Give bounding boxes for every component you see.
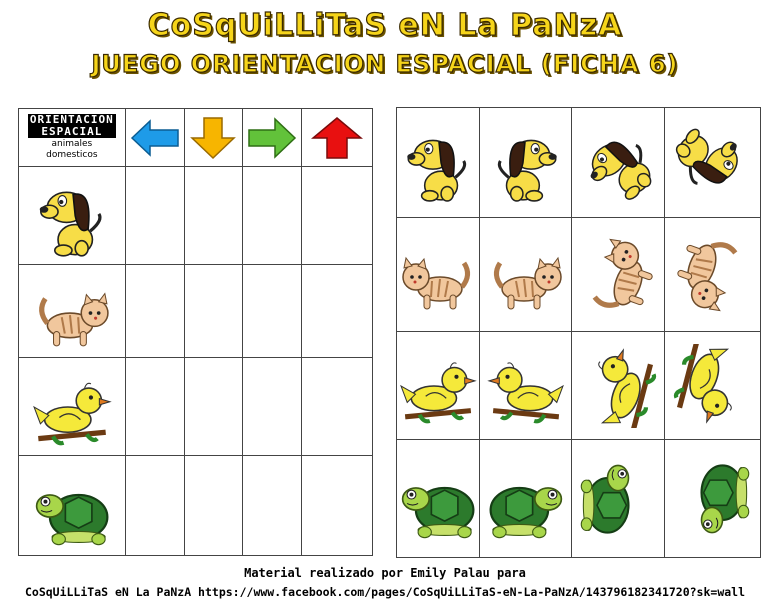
credit-line: Material realizado por Emily Palau para bbox=[244, 566, 526, 580]
example-cell bbox=[572, 108, 664, 218]
arrow-right-icon bbox=[247, 117, 297, 159]
example-row-turtle bbox=[397, 440, 761, 558]
arrow-up-cell bbox=[302, 109, 373, 167]
cat-icon bbox=[487, 237, 565, 313]
table-row-bird bbox=[19, 358, 373, 456]
example-row-bird bbox=[397, 332, 761, 440]
example-cell bbox=[480, 218, 572, 332]
example-cell bbox=[397, 440, 480, 558]
cat-icon bbox=[577, 233, 659, 317]
example-cell bbox=[664, 218, 760, 332]
header-title: ORIENTACION ESPACIAL bbox=[29, 113, 114, 138]
orientation-answer-table bbox=[18, 108, 373, 556]
answer-cell[interactable] bbox=[125, 358, 184, 456]
arrow-down-cell bbox=[184, 109, 243, 167]
orientation-example-table bbox=[396, 107, 761, 558]
example-cell bbox=[397, 108, 480, 218]
dog-icon bbox=[672, 121, 752, 205]
turtle-icon bbox=[30, 464, 114, 548]
credit-link[interactable]: CoSqUiLLiTaS eN La PaNzA https://www.facebook.com/pages/CoSqUiLLiTaS-eN-La-PaNzA/143796182341720?sk=wall bbox=[24, 585, 746, 599]
arrow-right-cell bbox=[243, 109, 302, 167]
turtle-icon bbox=[576, 455, 660, 543]
answer-cell[interactable] bbox=[243, 265, 302, 358]
arrow-down-icon bbox=[190, 116, 236, 160]
answer-cell[interactable] bbox=[184, 265, 243, 358]
arrow-left-cell bbox=[125, 109, 184, 167]
bird-icon bbox=[398, 347, 478, 425]
animal-cell bbox=[19, 358, 126, 456]
table-row-dog bbox=[19, 167, 373, 265]
answer-cell[interactable] bbox=[243, 167, 302, 265]
cat-icon bbox=[399, 237, 477, 313]
bird-icon bbox=[31, 367, 113, 447]
answer-cell[interactable] bbox=[302, 265, 373, 358]
example-cell bbox=[397, 332, 480, 440]
answer-cell[interactable] bbox=[302, 456, 373, 556]
example-cell bbox=[480, 108, 572, 218]
header-label-cell bbox=[19, 109, 126, 167]
example-cell bbox=[572, 218, 664, 332]
example-row-dog bbox=[397, 108, 761, 218]
answer-cell[interactable] bbox=[302, 167, 373, 265]
table-header-row bbox=[19, 109, 373, 167]
answer-cell[interactable] bbox=[243, 358, 302, 456]
animal-cell bbox=[19, 167, 126, 265]
arrow-left-icon bbox=[130, 119, 180, 157]
turtle-icon bbox=[670, 455, 754, 543]
example-cell bbox=[480, 440, 572, 558]
example-row-cat bbox=[397, 218, 761, 332]
page-title: CoSqUiLLiTaS eN La PaNzA bbox=[147, 8, 623, 43]
cat-icon bbox=[32, 272, 112, 350]
bird-icon bbox=[670, 344, 754, 428]
animal-cell bbox=[19, 265, 126, 358]
example-cell bbox=[664, 108, 760, 218]
answer-cell[interactable] bbox=[184, 167, 243, 265]
cat-icon bbox=[671, 233, 753, 317]
table-row-turtle bbox=[19, 456, 373, 556]
bird-icon bbox=[486, 347, 566, 425]
example-cell bbox=[664, 332, 760, 440]
answer-cell[interactable] bbox=[125, 167, 184, 265]
answer-cell[interactable] bbox=[125, 265, 184, 358]
bird-icon bbox=[576, 344, 660, 428]
header-subtitle: animales domesticos bbox=[46, 139, 98, 160]
answer-cell[interactable] bbox=[302, 358, 373, 456]
answer-cell[interactable] bbox=[184, 456, 243, 556]
dog-icon bbox=[578, 121, 658, 205]
answer-cell[interactable] bbox=[243, 456, 302, 556]
turtle-icon bbox=[397, 457, 479, 541]
arrow-up-icon bbox=[311, 116, 363, 160]
table-row-cat bbox=[19, 265, 373, 358]
example-cell bbox=[572, 440, 664, 558]
animal-cell bbox=[19, 456, 126, 556]
example-cell bbox=[397, 218, 480, 332]
turtle-icon bbox=[485, 457, 567, 541]
example-cell bbox=[480, 332, 572, 440]
dog-icon bbox=[487, 122, 565, 204]
dog-icon bbox=[32, 173, 112, 259]
answer-cell[interactable] bbox=[125, 456, 184, 556]
example-cell bbox=[572, 332, 664, 440]
dog-icon bbox=[399, 122, 477, 204]
page-subtitle: JUEGO ORIENTACION ESPACIAL (FICHA 6) bbox=[91, 50, 679, 78]
example-cell bbox=[664, 440, 760, 558]
answer-cell[interactable] bbox=[184, 358, 243, 456]
